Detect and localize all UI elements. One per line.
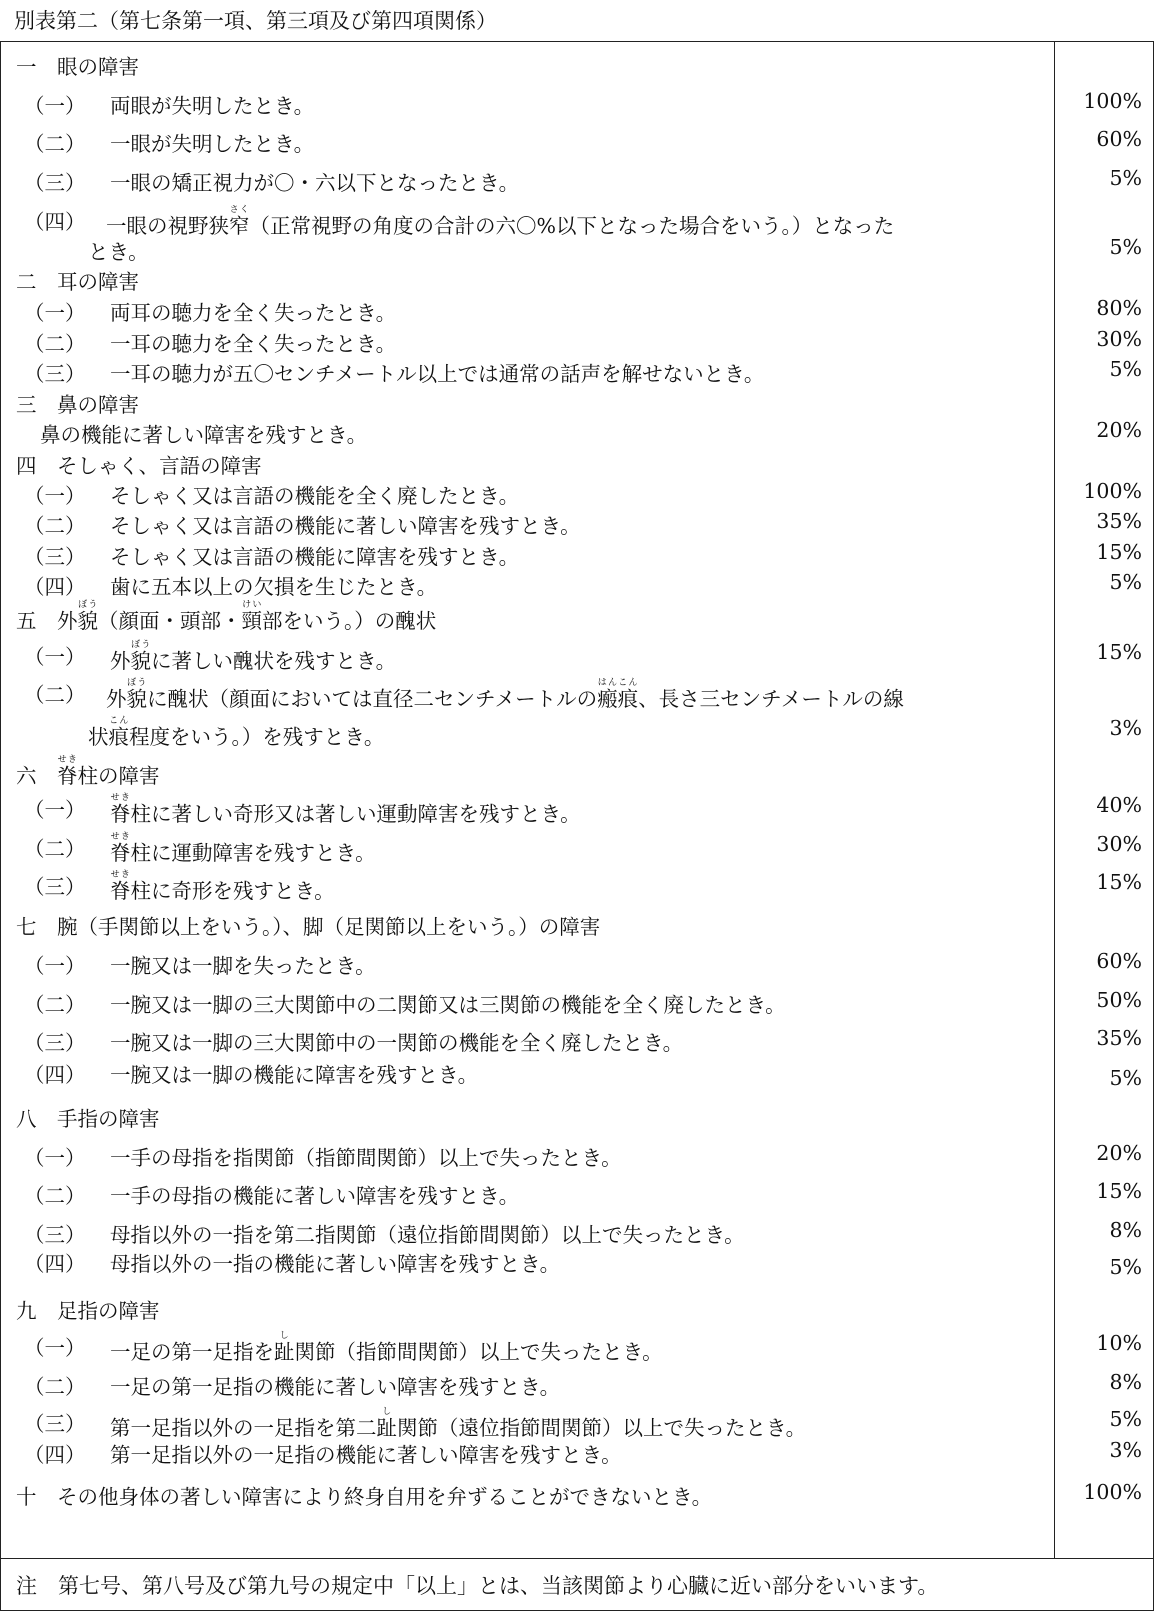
table-caption: 別表第二（第七条第一項、第三項及び第四項関係） — [14, 9, 497, 33]
footnote: 注 第七号、第八号及び第九号の規定中「以上」とは、当該関節より心臓に近い部分をいいます。 — [16, 1574, 939, 1598]
column-divider — [1054, 41, 1055, 1559]
note-divider — [0, 1558, 1154, 1559]
